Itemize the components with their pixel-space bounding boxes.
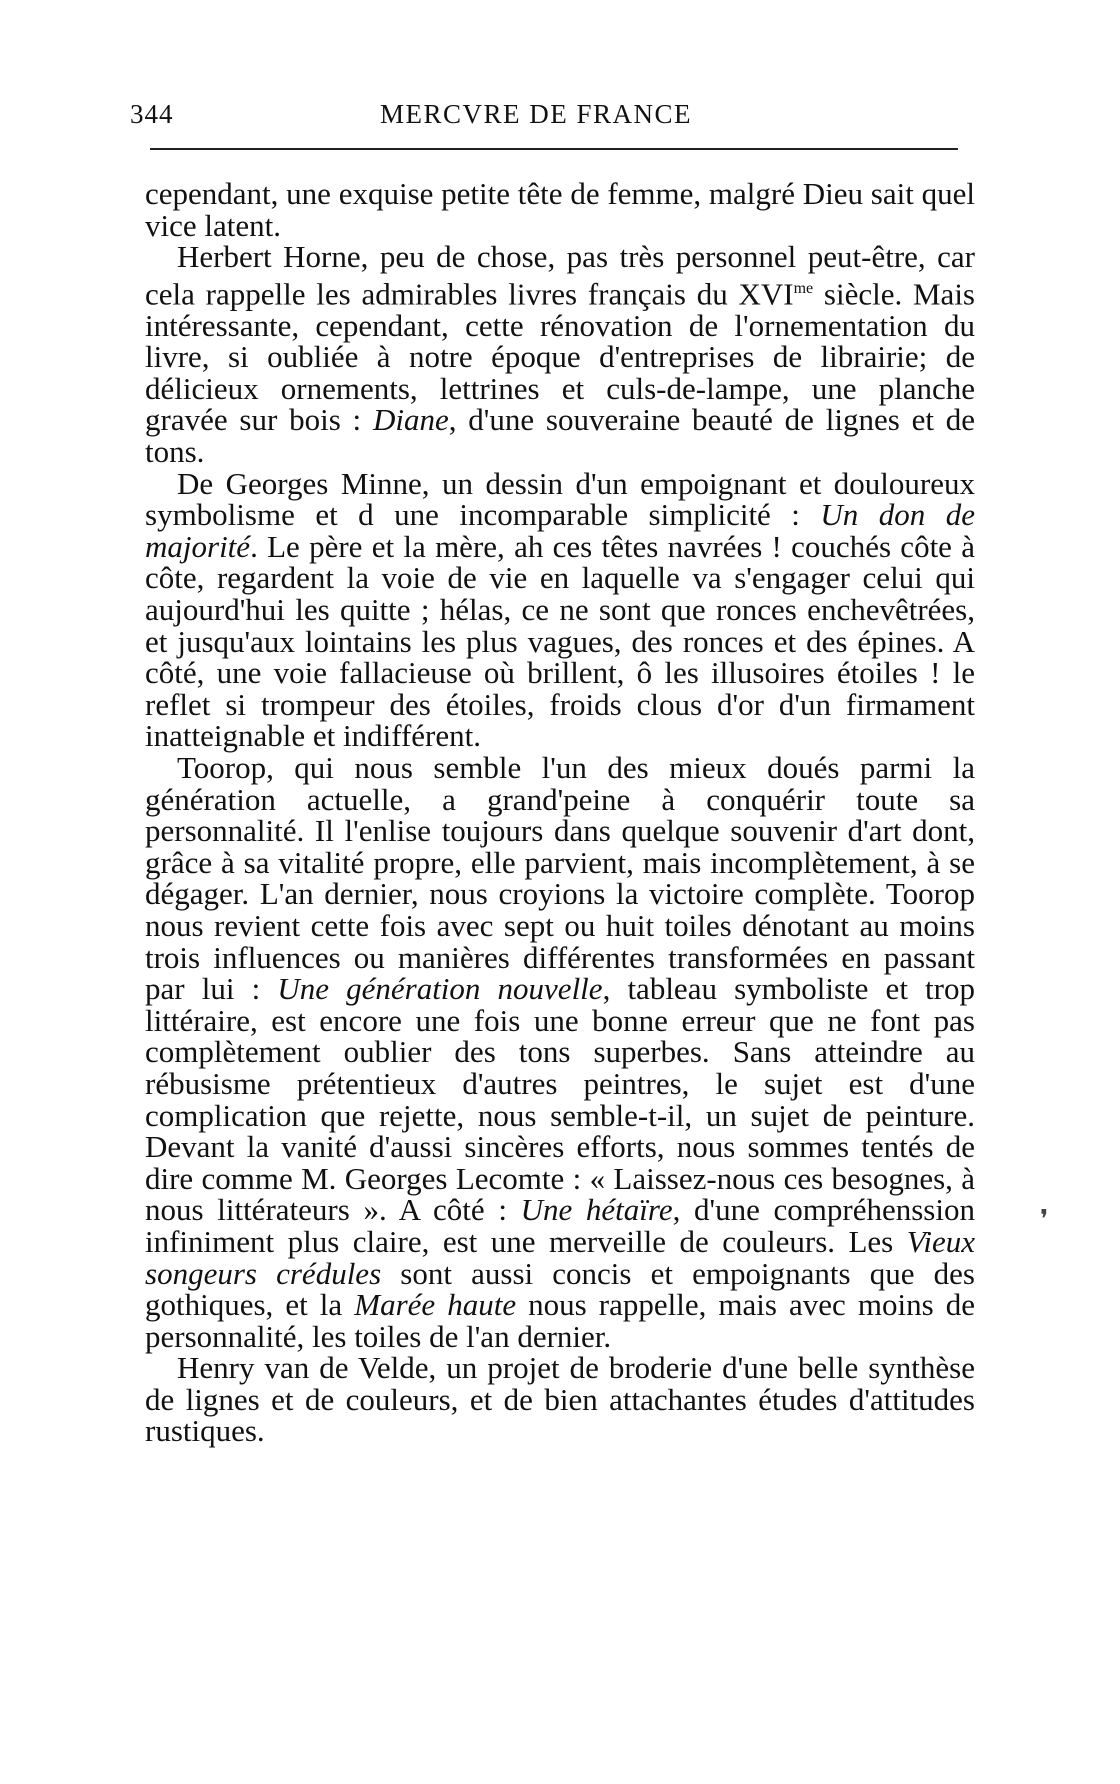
p2-text-c: , d'une souveraine beauté de lignes et de tons.: [145, 402, 976, 470]
p4-italic-title-2: Une hétaïre: [520, 1192, 673, 1228]
ink-speck: ❜: [1040, 1205, 1049, 1235]
p2-text-a: Herbert Horne, peu de chose, pas très personnel peut-être, car cela rappelle les admirables livres français du XVI: [145, 239, 975, 312]
p4-italic-title-3: Vieux songeurs crédules: [145, 1223, 975, 1291]
p2-superscript: me: [793, 279, 814, 297]
page-header: [130, 95, 960, 135]
paragraph-2: [145, 239, 976, 470]
p4-text-b: , tableau symboliste et trop littéraire, est encore une fois une bonne erreur que ne font pas complètement oublier des tons superbes. Sans atteindre au rébusisme prétentieux d'autres peintres, le sujet est d'une complication que rejette, nous semble-t-il, un sujet de peinture. Devant la vanité d'aussi sincères efforts, nous sommes tentés de dire comme M. Georges Lecomte : « Laissez-nous ces besognes, à nous littérateurs ». A côté :: [145, 971, 975, 1228]
p4-italic-title-1: Une génération nouvelle: [277, 971, 603, 1007]
p4-text-e: nous rappelle, mais avec moins de personnalité, les toiles de l'an dernier.: [145, 1287, 975, 1354]
p4-text-c: , d'une compréhenssion infiniment plus claire, est une merveille de couleurs. Les: [145, 1192, 975, 1259]
paragraph-5-text: Henry van de Velde, un projet de broderie d'une belle synthèse de lignes et de couleurs, et de bien attachantes études d'attitudes rustiques.: [145, 1350, 975, 1449]
p2-italic-title: Diane: [372, 402, 449, 438]
p3-text-a: De Georges Minne, un dessin d'un empoignant et douloureux symbolisme et d une incomparable simplicité :: [145, 465, 975, 533]
page-number: 344: [130, 99, 174, 129]
paragraph-1: [145, 178, 975, 241]
p3-text-b: . Le père et la mère, ah ces têtes navrées ! couchés côte à côte, regardent la voie de vie en laquelle va s'engager celui qui aujourd'hui les quitte ; hélas, ce ne sont que ronces enchevêtrées, et jusqu'aux lointains les plus vagues, des ronces et des épines. A côté, une voie fallacieuse où brillent, ô les illusoires étoiles ! le reflet si trompeur des étoiles, froids clous d'or d'un firmament inatteignable et indifférent.: [145, 528, 975, 754]
paragraph-3: [145, 465, 975, 754]
header-rule: [150, 148, 958, 150]
paragraph-4: [145, 752, 975, 1352]
p4-italic-title-4: Marée haute: [354, 1287, 517, 1323]
body-text: [145, 178, 975, 1447]
p2-text-b: siècle. Mais intéressante, cependant, cette rénovation de l'ornementation du livre, si oubliée à notre époque d'entreprises de librairie; de délicieux ornements, lettrines et culs-de-lampe, une planche gravée sur bois :: [145, 276, 975, 438]
running-title: MERCVRE DE FRANCE: [380, 99, 693, 129]
paragraph-1-text: cependant, une exquise petite tête de femme, malgré Dieu sait quel vice latent.: [145, 176, 975, 243]
paragraph-5: [145, 1352, 975, 1447]
p4-text-a: Toorop, qui nous semble l'un des mieux doués parmi la génération actuelle, a grand'peine à conquérir toute sa personnalité. Il l'enlise toujours dans quelque souvenir d'art dont, grâce à sa vitalité propre, elle parvient, mais incomplètement, à se dégager. L'an dernier, nous croyions la victoire complète. Toorop nous revient cette fois avec sept ou huit toiles dénotant au moins trois influences ou manières différentes transformées en passant par lui :: [145, 750, 975, 1007]
p4-text-d: sont aussi concis et empoignants que des gothiques, et la: [145, 1255, 975, 1323]
p3-italic-title: Un don de majorité: [145, 497, 975, 564]
